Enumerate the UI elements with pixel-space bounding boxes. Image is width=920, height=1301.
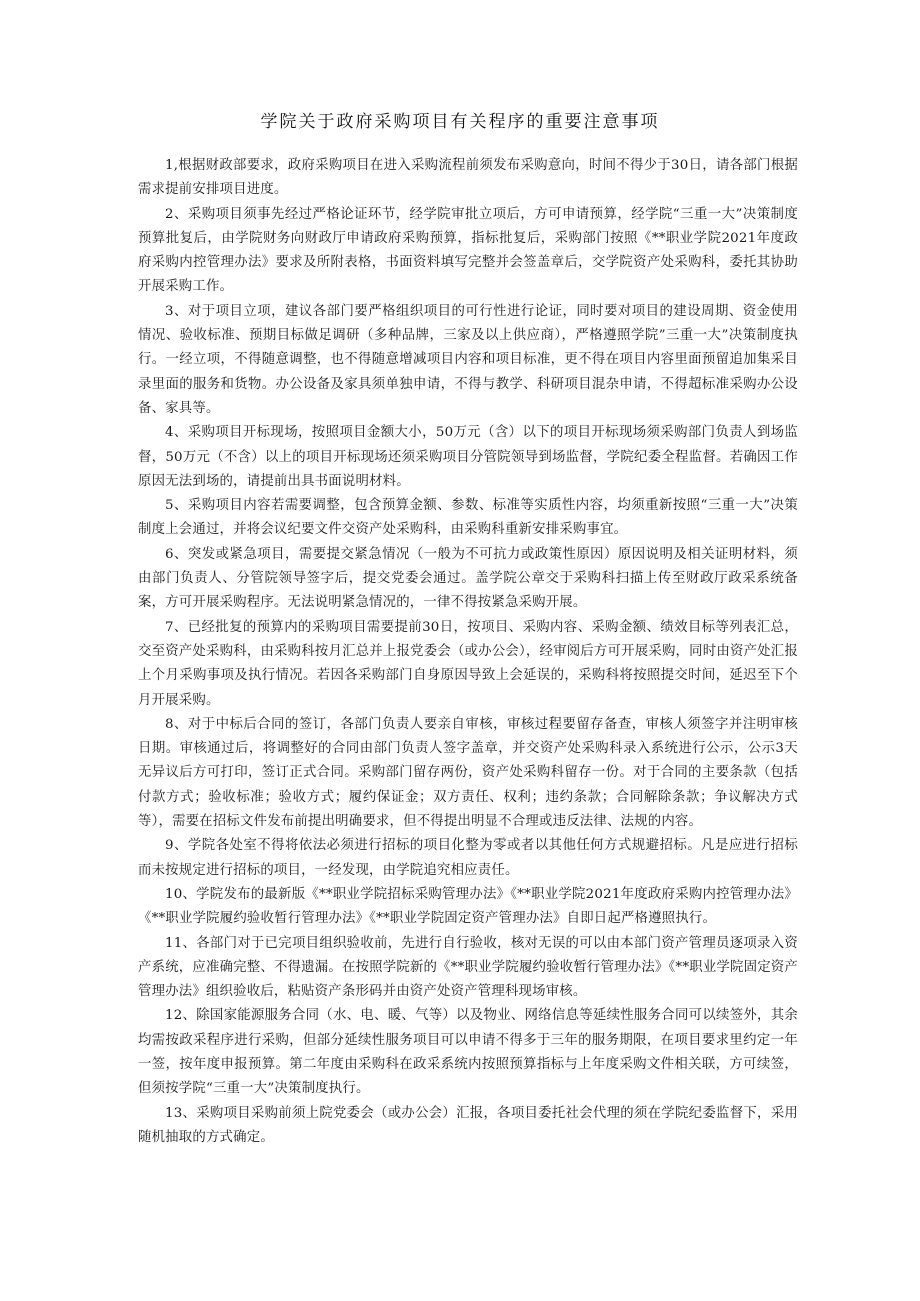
- paragraph-1: 1,根据财政部要求，政府采购项目在进入采购流程前须发布采购意向，时间不得少于30日，请各部门根据需求提前安排项目进度。: [138, 158, 798, 198]
- paragraph-5: 5、采购项目内容若需要调整，包含预算金额、参数、标准等实质性内容，均须重新按照“三重一大”决策制度上会通过，并将会议纪要文件交资产处采购科，由采购科重新安排采购事宜。: [138, 498, 798, 538]
- paragraph-9: 9、学院各处室不得将依法必须进行招标的项目化整为零或者以其他任何方式规避招标。凡是应进行招标而未按规定进行招标的项目，一经发现，由学院追究相应责任。: [138, 838, 798, 878]
- paragraph-12: 12、除国家能源服务合同（水、电、暖、气等）以及物业、网络信息等延续性服务合同可以续签外，其余均需按政采程序进行采购，但部分延续性服务项目可以申请不得多于三年的服务期限，在项目要求里约定一年一签，按年度申报预算。第二年度由采购科在政采系统内按照预算指标与上年度采购文件相关联，方可续签，但须按学院“三重一大”决策制度执行。: [138, 1008, 798, 1097]
- paragraph-4: 4、采购项目开标现场，按照项目金额大小，50万元（含）以下的项目开标现场须采购部门负责人到场监督，50万元（不含）以上的项目开标现场还须采购项目分管院领导到场监督，学院纪委全程监督。若确因工作原因无法到场的，请提前出具书面说明材料。: [138, 425, 798, 489]
- paragraph-13: 13、采购项目采购前须上院党委会（或办公会）汇报，各项目委托社会代理的须在学院纪委监督下，采用随机抽取的方式确定。: [138, 1105, 798, 1145]
- document-body: [138, 154, 798, 1150]
- document-title: 学院关于政府采购项目有关程序的重要注意事项: [260, 112, 660, 132]
- paragraph-2: 2、采购项目须事先经过严格论证环节，经学院审批立项后，方可申请预算，经学院“三重一大”决策制度预算批复后，由学院财务向财政厅申请政府采购预算，指标批复后，采购部门按照《**职业学院2021年度政府采购内控管理办法》要求及所附表格，书面资料填写完整并会签盖章后，交学院资产处采购科，委托其协助开展采购工作。: [138, 206, 798, 295]
- paragraph-6: 6、突发或紧急项目，需要提交紧急情况（一般为不可抗力或政策性原因）原因说明及相关证明材料，须由部门负责人、分管院领导签字后，提交党委会通过。盖学院公章交于采购科扫描上传至财政厅政采系统备案，方可开展采购程序。无法说明紧急情况的，一律不得按紧急采购开展。: [138, 546, 798, 611]
- paragraph-10: 10、学院发布的最新版《**职业学院招标采购管理办法》《**职业学院2021年度政府采购内控管理办法》《**职业学院履约验收暂行管理办法》《**职业学院固定资产管理办法》自即日起严格遵照执行。: [138, 886, 798, 927]
- paragraph-3: 3、对于项目立项，建议各部门要严格组织项目的可行性进行论证，同时要对项目的建设周期、资金使用情况、验收标准、预期目标做足调研（多种品牌，三家及以上供应商），严格遵照学院”三重一大”决策制度执行。一经立项，不得随意调整，也不得随意增减项目内容和项目标准，更不得在项目内容里面预留追加集采目录里面的服务和货物。办公设备及家具须单独申请，不得与教学、科研项目混杂申请，不得超标准采购办公设备、家具等。: [138, 303, 798, 416]
- paragraph-7: 7、已经批复的预算内的采购项目需要提前30日，按项目、采购内容、采购金额、绩效目标等列表汇总，交至资产处采购科，由采购科按月汇总并上报党委会（或办公会），经审阅后方可开展采购，同时由资产处汇报上个月采购事项及执行情况。若因各采购部门自身原因导致上会延误的，采购科将按照提交时间，延迟至下个月开展采购。: [138, 619, 798, 708]
- paragraph-8: 8、对于中标后合同的签订，各部门负责人要亲自审核，审核过程要留存备查，审核人须签字并注明审核日期。审核通过后，将调整好的合同由部门负责人签字盖章，并交资产处采购科录入系统进行公示，公示3天无异议后方可打印，签订正式合同。采购部门留存两份，资产处采购科留存一份。对于合同的主要条款（包括付款方式；验收标准；验收方式；履约保证金；双方责任、权利；违约条款；合同解除条款；争议解决方式等），需要在招标文件发布前提出明确要求，但不得提出明显不合理或违反法律、法规的内容。: [138, 716, 798, 830]
- paragraph-11: 11、各部门对于已完项目组织验收前，先进行自行验收，核对无误的可以由本部门资产管理员逐项录入资产系统，应准确完整、不得遗漏。在按照学院新的《**职业学院履约验收暂行管理办法》《**职业学院固定资产管理办法》组织验收后，粘贴资产条形码并由资产处资产管理科现场审核。: [138, 935, 798, 1000]
